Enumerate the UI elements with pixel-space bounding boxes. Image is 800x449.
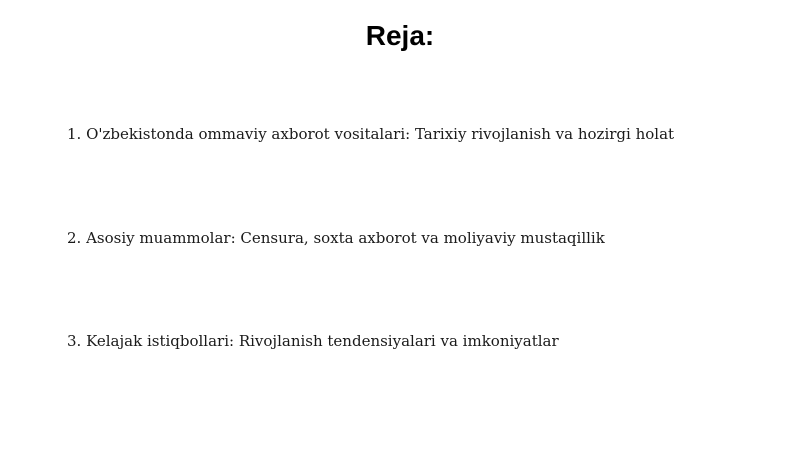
plan-item-2: 2. Asosiy muammolar: Censura, soxta axborot va moliyaviy mustaqillik [67, 229, 605, 247]
plan-item-1: 1. O'zbekistonda ommaviy axborot vositalari: Tarixiy rivojlanish va hozirgi holat [67, 125, 675, 143]
slide-title: Reja: [365, 20, 435, 51]
plan-item-3: 3. Kelajak istiqbollari: Rivojlanish tendensiyalari va imkoniyatlar [67, 332, 559, 350]
